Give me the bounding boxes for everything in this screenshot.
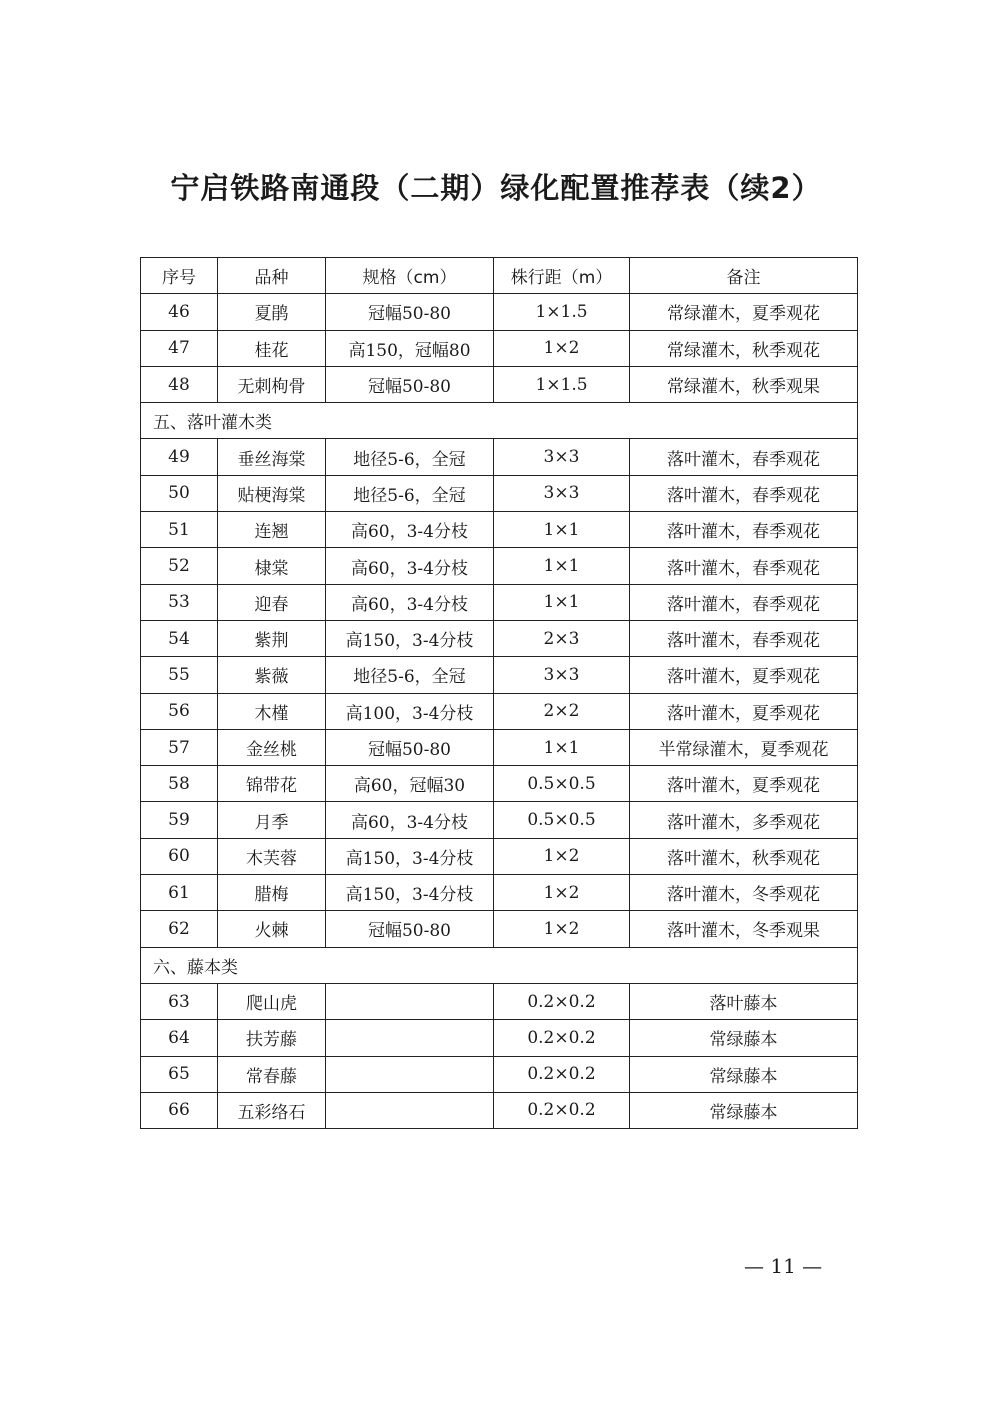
cell-name: 爬山虎: [218, 983, 326, 1019]
cell-name: 火棘: [218, 911, 326, 947]
table-row: [141, 838, 858, 874]
page-title: 宁启铁路南通段（二期）绿化配置推荐表（续2）: [170, 171, 822, 205]
cell-note: 常绿灌木，夏季观花: [630, 294, 858, 330]
cell-name: 紫薇: [218, 657, 326, 693]
cell-spacing: 1×2: [494, 838, 630, 874]
table-row: [141, 548, 858, 584]
cell-no: 62: [141, 911, 218, 947]
cell-no: 58: [141, 766, 218, 802]
cell-spacing: 1×2: [494, 875, 630, 911]
cell-name: 月季: [218, 802, 326, 838]
table-row: [141, 620, 858, 656]
table-row: [141, 875, 858, 911]
cell-spacing: 3×3: [494, 475, 630, 511]
cell-spec: 高60，冠幅30: [326, 766, 494, 802]
cell-spacing: 1×1: [494, 729, 630, 765]
table-row: [141, 1056, 858, 1092]
cell-spec: 高60，3-4分枝: [326, 802, 494, 838]
cell-name: 无刺枸骨: [218, 366, 326, 402]
cell-note: 落叶灌木，夏季观花: [630, 693, 858, 729]
cell-spacing: 0.2×0.2: [494, 1092, 630, 1128]
cell-spec: 冠幅50-80: [326, 911, 494, 947]
table-row: [141, 657, 858, 693]
table-row: [141, 330, 858, 366]
cell-spec: 冠幅50-80: [326, 366, 494, 402]
cell-spec: 冠幅50-80: [326, 294, 494, 330]
cell-no: 49: [141, 439, 218, 475]
cell-no: 47: [141, 330, 218, 366]
cell-name: 桂花: [218, 330, 326, 366]
table-row: [141, 475, 858, 511]
table-row: [141, 512, 858, 548]
cell-name: 扶芳藤: [218, 1020, 326, 1056]
cell-name: 棣棠: [218, 548, 326, 584]
cell-name: 金丝桃: [218, 729, 326, 765]
table-body: [141, 294, 858, 1129]
cell-no: 56: [141, 693, 218, 729]
table-row: [141, 584, 858, 620]
cell-note: 落叶藤本: [630, 983, 858, 1019]
table-row: [141, 693, 858, 729]
page-number: — 11 —: [744, 1254, 823, 1278]
cell-note: 落叶灌木，春季观花: [630, 475, 858, 511]
cell-spacing: 1×2: [494, 911, 630, 947]
header-spec: 规格（cm）: [326, 258, 494, 294]
section-row: [141, 947, 858, 983]
cell-spec: [326, 1092, 494, 1128]
cell-spec: 高150，3-4分枝: [326, 620, 494, 656]
cell-no: 61: [141, 875, 218, 911]
cell-note: 落叶灌木，秋季观花: [630, 838, 858, 874]
header-name: 品种: [218, 258, 326, 294]
cell-spacing: 0.2×0.2: [494, 983, 630, 1019]
table-row: [141, 802, 858, 838]
cell-name: 木槿: [218, 693, 326, 729]
cell-note: 常绿灌木，秋季观果: [630, 366, 858, 402]
cell-note: 常绿藤本: [630, 1020, 858, 1056]
cell-spec: 高60，3-4分枝: [326, 512, 494, 548]
table-row: [141, 911, 858, 947]
cell-spacing: 2×3: [494, 620, 630, 656]
cell-no: 65: [141, 1056, 218, 1092]
cell-name: 贴梗海棠: [218, 475, 326, 511]
cell-note: 落叶灌木，春季观花: [630, 512, 858, 548]
section-heading: 五、落叶灌木类: [141, 403, 858, 439]
cell-no: 66: [141, 1092, 218, 1128]
cell-note: 落叶灌木，春季观花: [630, 439, 858, 475]
cell-spacing: 1×2: [494, 330, 630, 366]
cell-spacing: 0.5×0.5: [494, 766, 630, 802]
cell-no: 52: [141, 548, 218, 584]
table-row: [141, 983, 858, 1019]
cell-name: 木芙蓉: [218, 838, 326, 874]
header-note: 备注: [630, 258, 858, 294]
cell-no: 55: [141, 657, 218, 693]
cell-spacing: 1×1.5: [494, 294, 630, 330]
cell-no: 53: [141, 584, 218, 620]
cell-spec: 地径5-6，全冠: [326, 439, 494, 475]
table-row: [141, 294, 858, 330]
cell-note: 半常绿灌木，夏季观花: [630, 729, 858, 765]
cell-spec: 高60，3-4分枝: [326, 584, 494, 620]
table-row: [141, 439, 858, 475]
cell-spacing: 3×3: [494, 439, 630, 475]
cell-note: 落叶灌木，冬季观果: [630, 911, 858, 947]
cell-no: 54: [141, 620, 218, 656]
cell-no: 48: [141, 366, 218, 402]
table-row: [141, 1092, 858, 1128]
cell-spec: 高100，3-4分枝: [326, 693, 494, 729]
cell-name: 紫荆: [218, 620, 326, 656]
cell-note: 落叶灌木，春季观花: [630, 620, 858, 656]
table-row: [141, 366, 858, 402]
cell-note: 落叶灌木，多季观花: [630, 802, 858, 838]
cell-spec: 高150，3-4分枝: [326, 875, 494, 911]
section-row: [141, 403, 858, 439]
cell-name: 垂丝海棠: [218, 439, 326, 475]
cell-no: 46: [141, 294, 218, 330]
cell-no: 59: [141, 802, 218, 838]
cell-spacing: 1×1.5: [494, 366, 630, 402]
cell-spacing: 0.2×0.2: [494, 1020, 630, 1056]
cell-spec: 冠幅50-80: [326, 729, 494, 765]
header-spacing: 株行距（m）: [494, 258, 630, 294]
cell-spec: 高150，3-4分枝: [326, 838, 494, 874]
cell-no: 51: [141, 512, 218, 548]
header-no: 序号: [141, 258, 218, 294]
cell-note: 常绿藤本: [630, 1092, 858, 1128]
cell-note: 落叶灌木，春季观花: [630, 548, 858, 584]
cell-spacing: 1×1: [494, 512, 630, 548]
cell-spec: 地径5-6，全冠: [326, 475, 494, 511]
cell-no: 60: [141, 838, 218, 874]
cell-no: 50: [141, 475, 218, 511]
cell-spec: 高150，冠幅80: [326, 330, 494, 366]
cell-spec: 高60，3-4分枝: [326, 548, 494, 584]
cell-note: 常绿藤本: [630, 1056, 858, 1092]
cell-spec: 地径5-6，全冠: [326, 657, 494, 693]
table-row: [141, 766, 858, 802]
cell-spacing: 1×1: [494, 548, 630, 584]
cell-spacing: 1×1: [494, 584, 630, 620]
cell-spec: [326, 1056, 494, 1092]
cell-no: 64: [141, 1020, 218, 1056]
table-row: [141, 1020, 858, 1056]
cell-name: 迎春: [218, 584, 326, 620]
cell-no: 63: [141, 983, 218, 1019]
cell-name: 连翘: [218, 512, 326, 548]
cell-name: 锦带花: [218, 766, 326, 802]
cell-spacing: 0.2×0.2: [494, 1056, 630, 1092]
cell-spec: [326, 983, 494, 1019]
cell-note: 常绿灌木，秋季观花: [630, 330, 858, 366]
cell-name: 五彩络石: [218, 1092, 326, 1128]
section-heading: 六、藤本类: [141, 947, 858, 983]
cell-note: 落叶灌木，春季观花: [630, 584, 858, 620]
cell-note: 落叶灌木，夏季观花: [630, 766, 858, 802]
table-header-row: [141, 258, 858, 294]
cell-spacing: 2×2: [494, 693, 630, 729]
cell-no: 57: [141, 729, 218, 765]
cell-note: 落叶灌木，夏季观花: [630, 657, 858, 693]
cell-spacing: 0.5×0.5: [494, 802, 630, 838]
cell-name: 夏鹃: [218, 294, 326, 330]
cell-note: 落叶灌木，冬季观花: [630, 875, 858, 911]
cell-spec: [326, 1020, 494, 1056]
cell-name: 常春藤: [218, 1056, 326, 1092]
plant-table: [140, 257, 858, 1129]
cell-spacing: 3×3: [494, 657, 630, 693]
cell-name: 腊梅: [218, 875, 326, 911]
table-row: [141, 729, 858, 765]
